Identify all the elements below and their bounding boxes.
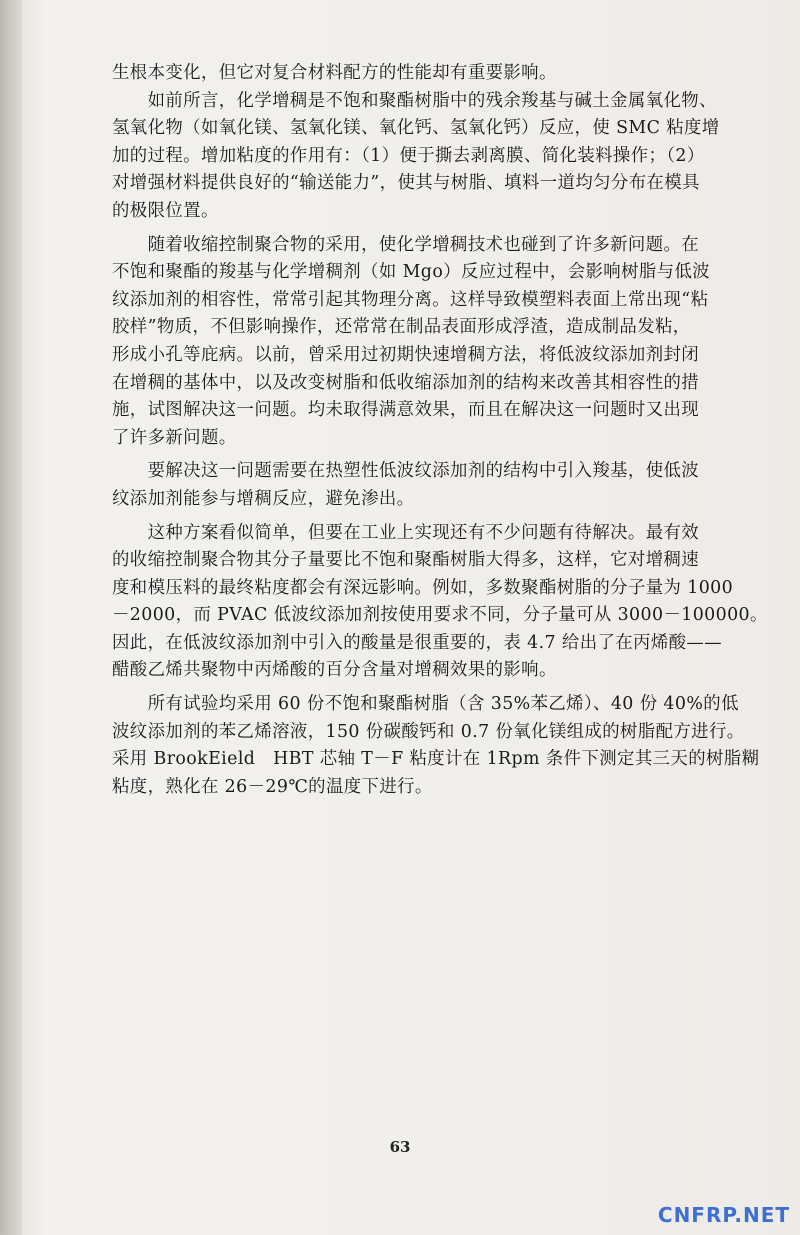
text-line: 加的过程。增加粘度的作用有：（1）便于撕去剥离膜、简化装料操作；（2） [112,145,705,166]
text-line: 施，试图解决这一问题。均未取得满意效果，而且在解决这一问题时又出现 [112,400,700,421]
text-line: 形成小孔等庇病。以前，曾采用过初期快速增稠方法，将低波纹添加剂封闭 [112,344,700,365]
text-line: 度和模压料的最终粘度都会有深远影响。例如，多数聚酯树脂的分子量为 1000 [112,577,734,598]
body-text [112,60,768,801]
text-line: 胶样”物质，不但影响操作，还常常在制品表面形成浮渣，造成制品发粘， [112,317,691,338]
text-line: 随着收缩控制聚合物的采用，使化学增稠技术也碰到了许多新问题。在 [112,234,700,255]
book-spine-shadow [0,0,22,1235]
text-line: 纹添加剂的相容性，常常引起其物理分离。这样导致模塑料表面上常出现“粘 [112,289,709,310]
text-line: 在增稠的基体中，以及改变树脂和低收缩添加剂的结构来改善其相容性的措 [112,372,700,393]
text-line: 要解决这一问题需要在热塑性低波纹添加剂的结构中引入羧基，使低波 [112,461,700,482]
text-line: 的收缩控制聚合物其分子量要比不饱和聚酯树脂大得多，这样，它对增稠速 [112,550,700,571]
text-line: 生根本变化，但它对复合材料配方的性能却有重要影响。 [112,63,557,83]
text-line: 醋酸乙烯共聚物中丙烯酸的百分含量对增稠效果的影响。 [112,660,557,681]
text-line: 因此，在低波纹添加剂中引入的酸量是很重要的，表 4.7 给出了在丙烯酸—— [112,632,723,653]
text-line: 了许多新问题。 [112,427,237,448]
text-line: －2000，而 PVAC 低波纹添加剂按使用要求不同，分子量可从 3000－100000。 [112,605,768,626]
text-line: 的极限位置。 [112,200,219,221]
text-line: 不饱和聚酯的羧基与化学增稠剂（如 Mgo）反应过程中，会影响树脂与低波 [112,262,711,283]
text-line: 氢氧化物（如氧化镁、氢氧化镁、氧化钙、氢氧化钙）反应，使 SMC 粘度增 [112,118,720,139]
text-line: 对增强材料提供良好的“输送能力”，使其与树脂、填料一道均匀分布在模具 [112,173,700,194]
text-line: 所有试验均采用 60 份不饱和聚酯树脂（含 35%苯乙烯）、40 份 40%的低 [112,694,739,715]
text-line: 采用 BrookEield HBT 芯轴 T－F 粘度计在 1Rpm 条件下测定其三天的树脂糊 [112,749,760,770]
text-line: 波纹添加剂的苯乙烯溶液，150 份碳酸钙和 0.7 份氧化镁组成的树脂配方进行。 [112,721,745,742]
text-line: 粘度，熟化在 26－29℃的温度下进行。 [112,776,433,797]
page-number: 63 [389,1138,411,1156]
text-line: 纹添加剂能参与增稠反应，避免渗出。 [112,488,415,509]
text-line: 如前所言，化学增稠是不饱和聚酯树脂中的残余羧基与碱土金属氧化物、 [112,90,717,111]
watermark-logo: CNFRP.NET [657,1203,790,1227]
text-line: 这种方案看似简单，但要在工业上实现还有不少问题有待解决。最有效 [112,522,700,543]
